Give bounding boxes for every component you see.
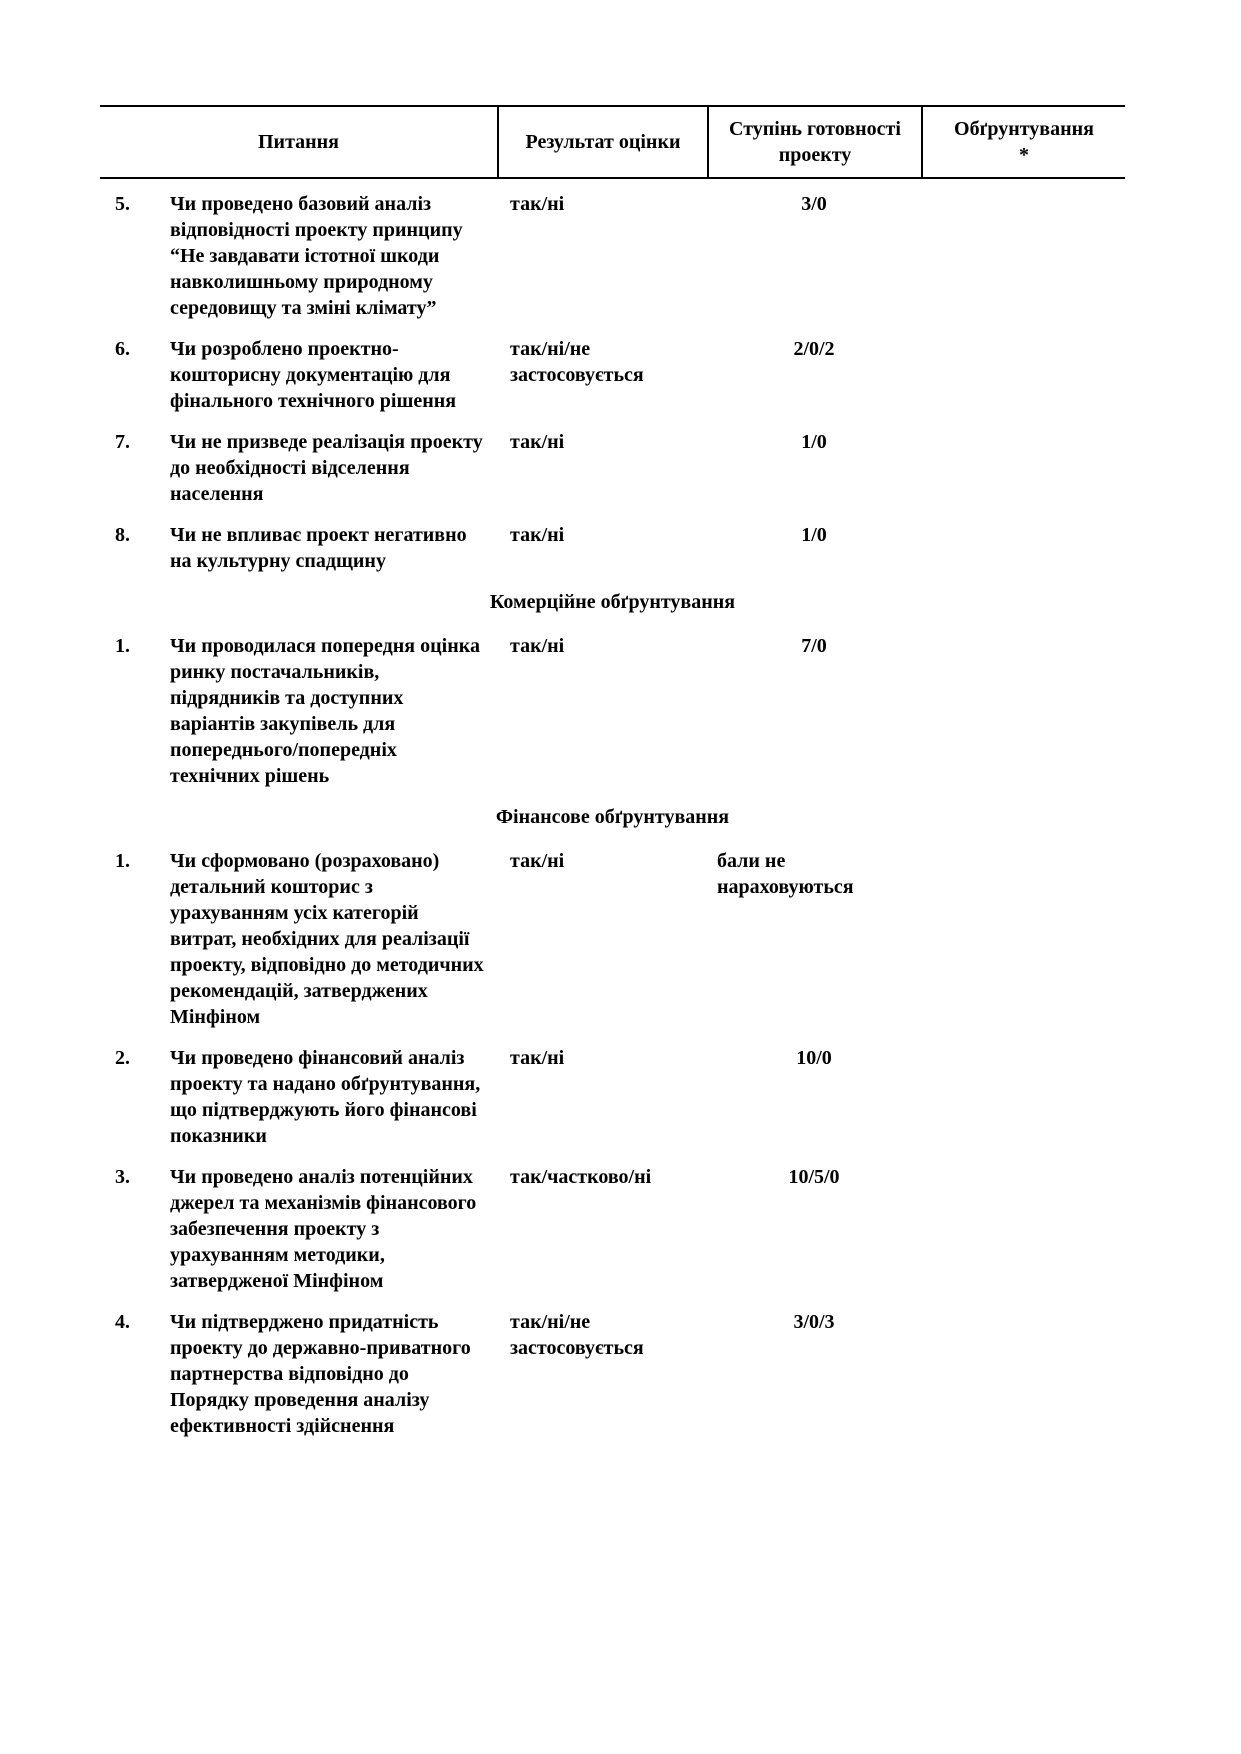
score-cell: 3/0 xyxy=(801,193,827,215)
header-readiness: Ступінь готовності проекту xyxy=(707,107,921,177)
justification-cell xyxy=(921,633,1125,789)
question-text: Чи розроблено проектно-кошторисну документацію для фінального технічного рішення xyxy=(170,338,457,412)
question-cell xyxy=(100,336,497,414)
score-cell: бали не нараховуються xyxy=(717,850,854,898)
result-cell: так/ні/не застосовується xyxy=(510,1311,644,1359)
table-row xyxy=(100,1164,1125,1294)
justification-cell xyxy=(921,522,1125,574)
row-number: 5. xyxy=(115,193,130,215)
question-cell xyxy=(100,1309,497,1439)
score-cell: 7/0 xyxy=(801,635,827,657)
question-cell xyxy=(100,522,497,574)
result-cell: так/ні xyxy=(510,431,565,453)
table-row xyxy=(100,848,1125,1030)
table-row xyxy=(100,336,1125,414)
row-number: 6. xyxy=(115,338,130,360)
result-cell: так/ні xyxy=(510,1047,565,1069)
question-text: Чи не призведе реалізація проекту до необхідності відселення населення xyxy=(170,431,483,505)
score-cell: 10/5/0 xyxy=(788,1166,840,1188)
row-number: 2. xyxy=(115,1047,130,1069)
row-number: 3. xyxy=(115,1166,130,1188)
question-cell xyxy=(100,633,497,789)
result-cell: так/частково/ні xyxy=(510,1166,652,1188)
row-number: 4. xyxy=(115,1311,130,1333)
table-row xyxy=(100,1309,1125,1439)
table-row xyxy=(100,1045,1125,1149)
question-cell xyxy=(100,429,497,507)
justification-cell xyxy=(921,1164,1125,1294)
table-row xyxy=(100,633,1125,789)
justification-cell xyxy=(921,336,1125,414)
evaluation-table xyxy=(100,105,1125,1454)
result-cell: так/ні xyxy=(510,524,565,546)
table-header xyxy=(100,105,1125,179)
question-text: Чи проведено аналіз потенційних джерел та механізмів фінансового забезпечення проекту з урахуванням методики, затвердженої Мінфіном xyxy=(170,1166,477,1292)
justification-cell xyxy=(921,1045,1125,1149)
table-body xyxy=(100,179,1125,1439)
justification-cell xyxy=(921,191,1125,321)
question-text: Чи підтверджено придатність проекту до державно-приватного партнерства відповідно до Порядку проведення аналізу ефективності здійснення xyxy=(170,1311,471,1437)
question-text: Чи сформовано (розраховано) детальний кошторис з урахуванням усіх категорій витрат, необхідних для реалізації проекту, відповідно до методичних рекомендацій, затверджених Мінфіном xyxy=(170,850,484,1028)
question-text: Чи проведено базовий аналіз відповідності проекту принципу “Не завдавати істотної шкоди навколишньому природному середовищу та зміні клімату” xyxy=(170,193,463,319)
table-row xyxy=(100,522,1125,574)
question-cell xyxy=(100,1045,497,1149)
row-number: 8. xyxy=(115,524,130,546)
question-text: Чи не впливає проект негативно на культурну спадщину xyxy=(170,524,467,572)
header-question: Питання xyxy=(257,131,339,153)
question-cell xyxy=(100,1164,497,1294)
table-row xyxy=(100,429,1125,507)
score-cell: 1/0 xyxy=(801,431,827,453)
section-title-financial: Фінансове обґрунтування xyxy=(495,806,730,828)
question-text: Чи проведено фінансовий аналіз проекту та надано обґрунтування, що підтверджують його фінансові показники xyxy=(170,1047,481,1147)
header-justification-asterisk: * xyxy=(1019,144,1029,166)
result-cell: так/ні xyxy=(510,850,565,872)
row-number: 1. xyxy=(115,635,130,657)
result-cell: так/ні/не застосовується xyxy=(510,338,644,386)
header-justification-label: Обґрунтування xyxy=(954,118,1094,140)
table-row xyxy=(100,191,1125,321)
score-cell: 2/0/2 xyxy=(793,338,835,360)
question-cell xyxy=(100,191,497,321)
justification-cell xyxy=(921,1309,1125,1439)
question-cell xyxy=(100,848,497,1030)
result-cell: так/ні xyxy=(510,193,565,215)
score-cell: 10/0 xyxy=(796,1047,832,1069)
question-text: Чи проводилася попередня оцінка ринку постачальників, підрядників та доступних варіантів закупівель для попереднього/попередніх технічних рішень xyxy=(170,635,480,787)
row-number: 1. xyxy=(115,850,130,872)
justification-cell xyxy=(921,429,1125,507)
section-title-commercial: Комерційне обґрунтування xyxy=(489,591,736,613)
score-cell: 1/0 xyxy=(801,524,827,546)
result-cell: так/ні xyxy=(510,635,565,657)
score-cell: 3/0/3 xyxy=(793,1311,835,1333)
header-justification xyxy=(921,107,1125,177)
justification-cell xyxy=(921,848,1125,1030)
row-number: 7. xyxy=(115,431,130,453)
header-result: Результат оцінки xyxy=(497,107,707,177)
